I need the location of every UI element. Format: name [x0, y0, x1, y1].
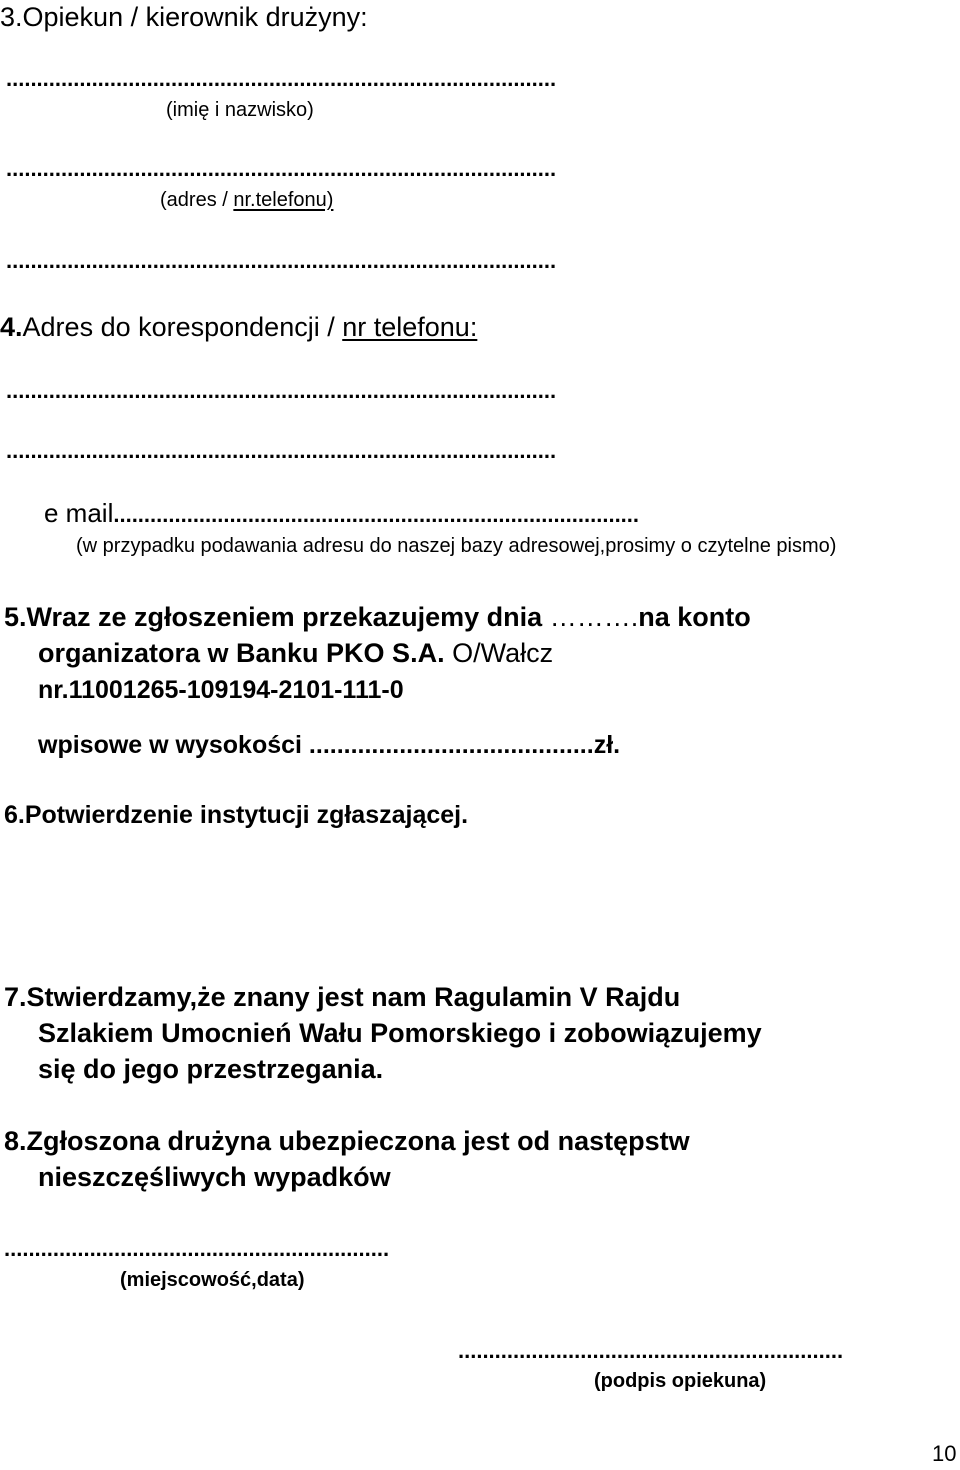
section5-date-gap: ……….	[549, 602, 639, 632]
email-label: e mail	[44, 498, 114, 528]
section3-title: 3.Opiekun / kierownik drużyny:	[0, 2, 368, 32]
dotted-line-extra: ..........................................................................................	[6, 248, 557, 273]
section8-line1: 8.Zgłoszona drużyna ubezpieczona jest od następstw	[4, 1126, 690, 1156]
section4-title	[0, 314, 477, 341]
section5-branch: O/Wałcz	[452, 638, 554, 668]
legibility-note: (w przypadku podawania adresu do naszej bazy adresowej,prosimy o czytelne pismo)	[76, 535, 837, 557]
page-number: 10	[932, 1441, 957, 1466]
section5-bank-text: organizatora w Banku PKO S.A.	[38, 638, 453, 668]
caption-signature: (podpis opiekuna)	[594, 1370, 767, 1392]
section6-title: 6.Potwierdzenie instytucji zgłaszającej.	[4, 801, 469, 829]
section4-title-text: Adres do korespondencji /	[22, 312, 343, 342]
section5-account-number: nr.11001265-109194-2101-111-0	[38, 676, 404, 704]
caption-address	[160, 190, 333, 210]
dotted-line-address: ..........................................................................................	[6, 156, 557, 181]
section5-line1	[4, 604, 751, 631]
section8-line2: nieszczęśliwych wypadków	[38, 1162, 391, 1192]
email-line	[44, 500, 639, 526]
section4-number: 4.	[0, 312, 23, 342]
dotted-line-correspondence-1: ..........................................................................................	[6, 378, 557, 403]
section5-text-b: na konto	[638, 602, 751, 632]
section4-title-phone: nr telefonu:	[342, 312, 478, 342]
section5-entry-fee: wpisowe w wysokości .........................................zł.	[38, 731, 621, 759]
section5-line2	[38, 640, 553, 667]
dotted-line-correspondence-2: ..........................................................................................	[6, 438, 557, 463]
dotted-line-place-date: ...............................................................	[4, 1236, 390, 1261]
caption-name: (imię i nazwisko)	[166, 99, 314, 121]
section7-line3: się do jego przestrzegania.	[38, 1054, 384, 1084]
caption-place-date: (miejscowość,data)	[120, 1269, 305, 1291]
caption-address-part: (adres /	[160, 189, 234, 211]
section5-text-a: 5.Wraz ze zgłoszeniem przekazujemy dnia	[4, 602, 550, 632]
section7-line1: 7.Stwierdzamy,że znany jest nam Ragulamin V Rajdu	[4, 982, 681, 1012]
section7-line2: Szlakiem Umocnień Wału Pomorskiego i zobowiązujemy	[38, 1018, 762, 1048]
caption-phone-part: nr.telefonu)	[233, 189, 334, 211]
dotted-line-signature: ...............................................................	[458, 1338, 844, 1363]
email-dots: ......................................................................................	[113, 502, 640, 527]
dotted-line-name: ..........................................................................................	[6, 66, 557, 91]
